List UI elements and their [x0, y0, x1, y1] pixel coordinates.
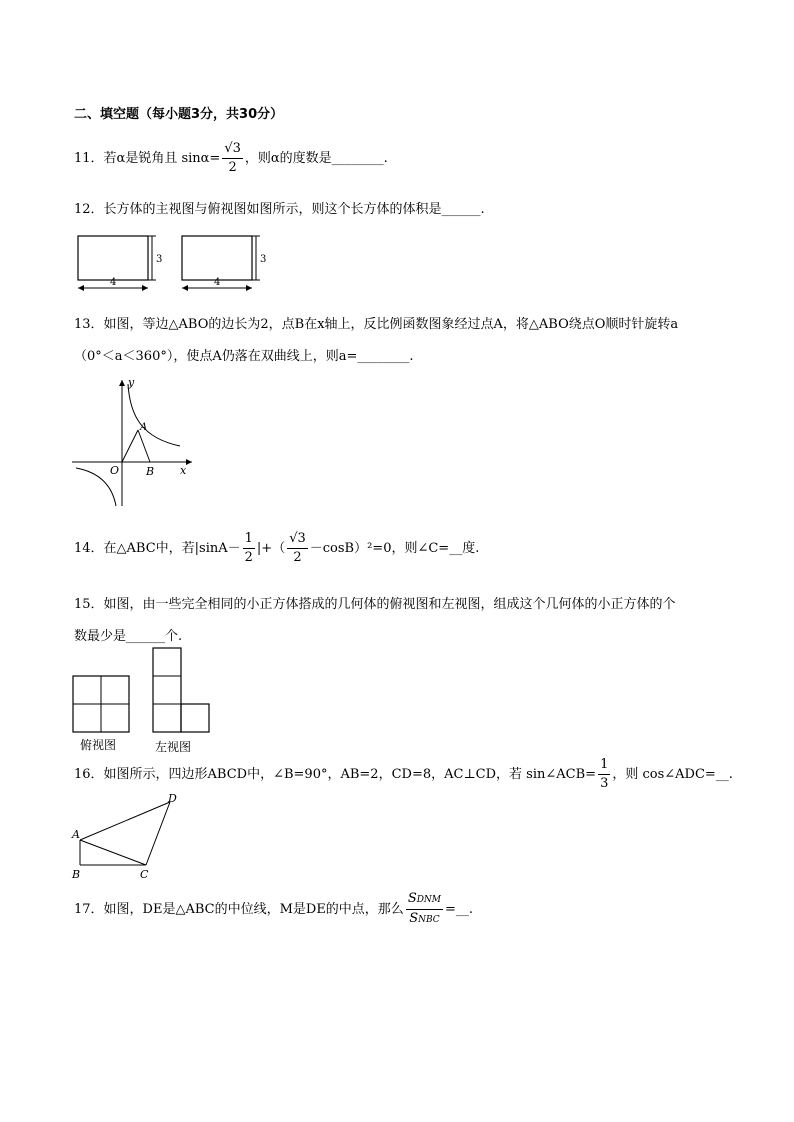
- point-c-label: C: [140, 868, 149, 880]
- q16-fraction-num: 1: [598, 756, 610, 775]
- q11-after: ，则α的度数是________.: [244, 151, 388, 166]
- front-view-height-label: 3: [156, 254, 163, 265]
- question-14: [74, 530, 479, 567]
- origin-label: O: [110, 464, 120, 477]
- q14-fraction-2: [287, 530, 308, 567]
- q15-top-view: [72, 646, 132, 736]
- q11-before: 11．若α是锐角且 sinα=: [74, 151, 221, 166]
- side-ac: [80, 840, 146, 865]
- question-13-line2: （0°＜a＜360°），使点A仍落在双曲线上，则a=________.: [74, 349, 414, 364]
- q16-fraction: [598, 756, 610, 793]
- side-cd: [146, 802, 170, 865]
- front-view-rect: [78, 236, 148, 280]
- question-15-line1: 15．如图，由一些完全相同的小正方体搭成的几何体的俯视图和左视图，组成这个几何体的小正方体的个: [74, 597, 676, 612]
- triangle-side-oa: [122, 430, 138, 462]
- q17-num-s: S: [407, 891, 417, 906]
- question-15-line2: 数最少是______个.: [74, 629, 183, 644]
- question-17: [74, 890, 473, 929]
- q14-fraction-1-num: 1: [243, 530, 255, 549]
- question-13-line1: 13．如图，等边△ABO的边长为2，点B在x轴上，反比例函数图象经过点A，将△ABO绕点O顺时针旋转a: [74, 317, 679, 332]
- q14-before: 14．在△ABC中，若|sinA－: [74, 541, 241, 556]
- point-b-label: B: [146, 465, 155, 478]
- q15-left-view-caption: 左视图: [155, 740, 192, 754]
- question-12-text: 12．长方体的主视图与俯视图如图所示，则这个长方体的体积是______.: [74, 202, 485, 217]
- top-view-height-label: 3: [260, 254, 267, 265]
- q17-fraction: [406, 890, 443, 929]
- q11-fraction-num: √3: [222, 140, 243, 159]
- x-axis-label: x: [180, 464, 187, 477]
- q17-den-s: S: [409, 911, 419, 926]
- y-axis-label: y: [128, 376, 135, 389]
- q15-left-view: [152, 646, 214, 736]
- question-16: [74, 756, 733, 793]
- side-ad: [80, 802, 170, 840]
- q15-top-view-caption: 俯视图: [80, 738, 117, 752]
- q14-fraction-2-den: 2: [293, 550, 302, 565]
- q14-fraction-1-den: 2: [244, 550, 253, 565]
- point-b-label: B: [72, 868, 81, 880]
- hyperbola-branch-1: [128, 384, 180, 446]
- top-view-rect: [182, 236, 252, 280]
- section-title: 二、填空题（每小题3分，共30分）: [74, 107, 284, 122]
- q16-after: ，则 cos∠ADC=__.: [612, 767, 733, 782]
- q16-before: 16．如图所示，四边形ABCD中，∠B=90°，AB=2，CD=8，AC⊥CD，若 sin∠ACB=: [74, 767, 597, 782]
- q11-fraction: [222, 140, 243, 177]
- q13-hyperbola-figure: [72, 376, 194, 510]
- front-view-width-label: 4: [110, 277, 117, 288]
- q14-mid: |+（: [256, 541, 286, 556]
- point-a-label: A: [140, 422, 148, 433]
- question-11: [74, 140, 388, 177]
- q11-fraction-den: 2: [228, 160, 237, 175]
- point-d-label: D: [168, 792, 177, 805]
- q14-fraction-1: [243, 530, 255, 567]
- top-view-width-label: 4: [214, 277, 221, 288]
- q14-fraction-2-num: √3: [287, 530, 308, 549]
- q16-fraction-den: 3: [600, 776, 609, 791]
- q16-quadrilateral-figure: [70, 790, 186, 880]
- triangle-side-ab: [138, 430, 150, 462]
- q17-fraction-num: [406, 890, 443, 910]
- q14-after: －cosB）²=0，则∠C=__度.: [309, 541, 480, 556]
- q17-fraction-den: [406, 910, 443, 929]
- point-a-label: A: [72, 828, 80, 841]
- q17-den-sub: NBC: [418, 915, 440, 925]
- q12-views-figure: [74, 230, 274, 294]
- q17-num-sub: DNM: [416, 895, 442, 905]
- q17-before: 17．如图，DE是△ABC的中位线，M是DE的中点，那么: [74, 902, 404, 917]
- q17-after: =__.: [445, 902, 474, 917]
